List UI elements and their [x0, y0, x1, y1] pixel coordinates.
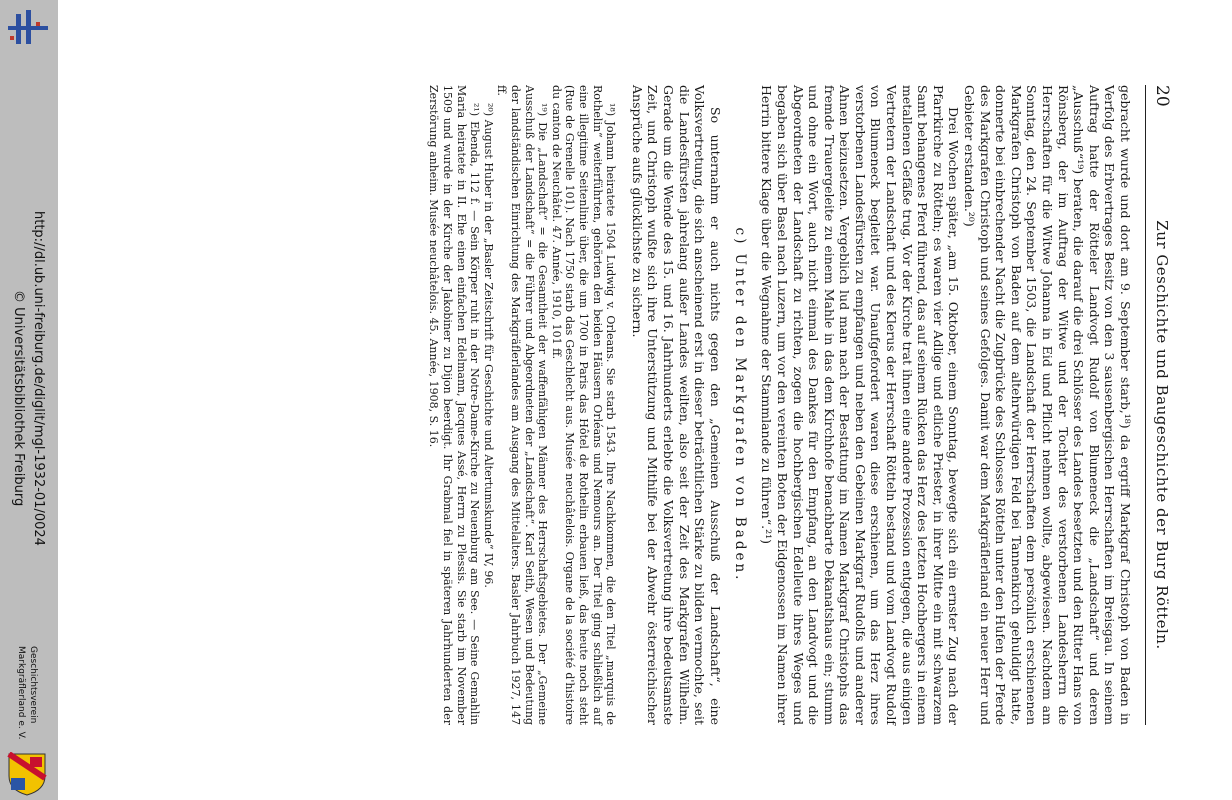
- coat-of-arms-icon: [6, 752, 48, 796]
- footnote: ¹⁹) Die „Landschaft“ = die Gesamtheit der waffenfähigen Männer des Herrschaftsgebietes. Der „Gemeine Ausschuß der Landschaft“ = die Führer und Abgeordneten der „Landschaft“. Karl Seith, Wesen und Bedeutung der landständischen Einrichtung des Markgräflerlandes am Ausgang des Mittelalters. Basler Jahrbuch 1927, 147 ff.: [495, 85, 550, 725]
- footnote: ¹⁸) Johann heiratete 1504 Ludwig v. Orleans. Sie starb 1543. Ihre Nachkommen, die den Titel „marquis de Rothelin“ weiterführten, gehörten den beiden Häusern Orléans und Nemours an. Der Titel ging schließlich auf eine illegitime Seitenlinie über, die um 1700 in Paris das Hôtel de Rothelin erbauen ließ, das heute noch steht (Rue de Grenelle 101). Nach 1750 starb das Geschlecht aus. Musée neuchâtelois. Organe de la société d'histoire du canton de Neuchâtel. 47. Année, 1910, 101 ff.: [549, 85, 618, 725]
- page-number: 20: [1152, 85, 1172, 107]
- body-paragraph: gebracht wurde und dort am 9. September starb,¹⁸) da ergriff Markgraf Christoph von Baden in Verfolg des Erbvertrages Besitz von den 3 sausenbergischen Herrschaften im Breisgau. In seinem Auftrag hatte der Rötteler Landvogt Rudolf von Blumeneck die „Landschaft“ und deren „Ausschuß“¹⁹) beraten, die darauf die drei Schlösser des Landes besetzten und den Ritter Hans von Rönsberg, der im Auftrag der Witwe und der Tochter des verstorbenen Landesherrn die Herrschaften für die Witwe Johanna in Eid und Pflicht nehmen wollte, abgewiesen. Nachdem am Sonntag, den 24. September 1503, die Landschaft der Herrschaften dem persönlich erschienenen Markgrafen Christoph von Baden auf dem altehrwürdigen Feld bei Tannenkirch gehuldigt hatte, donnerte bei einbrechender Nacht die Zugbrücke des Schlosses Rötteln unter den Hufen der Pferde des Markgrafen Christoph und seines Gefolges. Damit war dem Markgräflerland ein neuer Herr und Gebieter erstanden.²⁰): [962, 85, 1133, 725]
- library-logo-icon: [6, 6, 50, 50]
- body-paragraph: Drei Wochen später, „am 15. Oktober, einem Sonntag, bewegte sich ein ernster Zug nach der Pfarrkirche zu Rötteln; es waren vier Adlige und etliche Priester, in ihrer Mitte ein mit schwarzem Samt behangenes Pferd führend, das auf seinem Rücken das Herz des letzten Hochbergers in einem metallenen Gefäße trug. Vor der Kirche trat ihnen eine andere Prozession entgegen, die aus einigen Vertretern der Landschaft und des Klerus der Herrschaft Rötteln bestand und vom Landvogt Rudolf von Blumeneck begleitet war. Unaufgefordert waren diese erschienen, um das Herz ihres verstorbenen Landesfürsten zu empfangen und neben den Gebeinen Markgraf Rudolfs und anderer Ahnen beizusetzen. Vergeblich lud man nach der Bestattung im Namen Markgraf Christophs das fremde Trauergeleite zu einem Mahle in das dem Kirchhofe benachbarte Dekanatshaus ein; stumm und ohne ein Wort, auch nicht einmal des Dankes für den Empfang, an den Landvogt und die Abgeordneten der Landschaft zu richten, zogen die hochbergischen Edelleute ihres Weges und begaben sich über Basel nach Luzern, um vor den vereinten Boten der Eidgenossen im Namen ihrer Herrin bittere Klage über die Wegnahme der Stammlande zu führen“.²¹): [759, 85, 962, 725]
- page-header: [1145, 85, 1172, 725]
- copyright-notice: © Universitätsbibliothek Freiburg: [11, 290, 26, 507]
- section-heading: c) Unter den Markgrafen von Baden.: [731, 227, 748, 583]
- society-name-line2: Markgräflerland e. V.: [16, 646, 26, 740]
- footnote: ²⁰) August Huber in der „Basler Zeitschrift für Geschichte und Altertumskunde“ IV, 96.: [481, 103, 495, 588]
- footnotes: [427, 85, 617, 725]
- footnote: ²¹) Ebenda, 112 f. — Sein Körper ruht in der Notre-Dame-Kirche zu Neuenburg am See. — Seine Gemahlin Maria heiratete in II. Ehe einen einfachen Edelmann, Jacques Assé, Herrn zu Plessis. Sie starb im November 1509 und wurde in der Kirche der Jakobiner zu Dijon beerdigt. Ihr Grabmal fiel in späteren Jahrhunderten der Zerstörung anheim. Musée neuchâtelois. 45. Année, 1908, S. 16.: [427, 85, 482, 725]
- rotated-book-page: [66, 85, 1172, 725]
- document-url-link[interactable]: http://dl.ub.uni-freiburg.de/diglit/mgl-1932-01/0024: [31, 211, 46, 546]
- running-title: Zur Geschichte und Baugeschichte der Burg Rötteln.: [1153, 220, 1171, 650]
- body-paragraph: So unternahm er auch nichts gegen den „Gemeinen Ausschuß der Landschaft“, eine Volksvertretung, die sich anscheinend erst in dieser beträchtlichen Stärke zu bilden vermochte, seit die Landesfürsten jahrelang außer Landes weilten, also seit der Zeit des Markgrafen Wilhelm. Gerade um die Wende des 15. und 16. Jahrhunderts erlebte die Volksvertretung ihre bedeutsamste Zeit, und Christoph wußte sich ihre Unterstützung und Mithilfe bei der Abwehr österreichischer Ansprüche aufs glücklichste zu sichern.: [629, 85, 723, 725]
- society-name-line1: Geschichtsverein: [28, 646, 38, 724]
- viewer-sidebar: [0, 0, 58, 800]
